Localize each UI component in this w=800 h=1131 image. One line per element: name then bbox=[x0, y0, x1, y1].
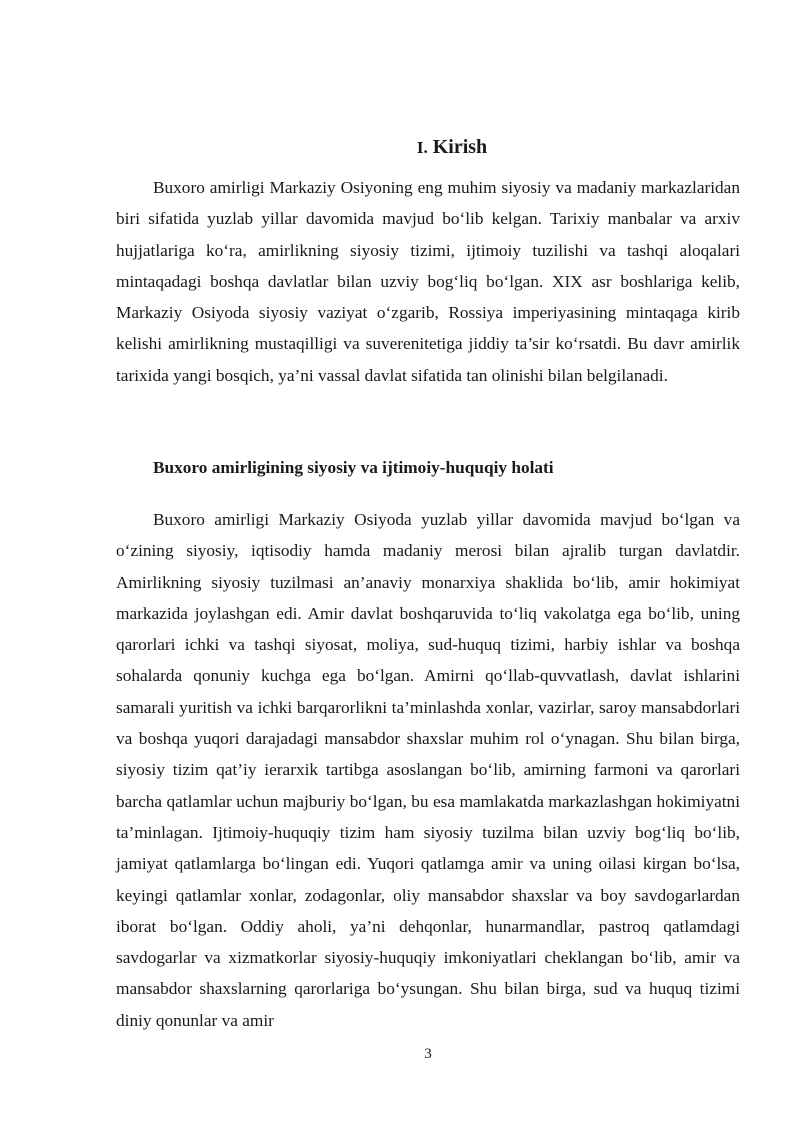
subsection-heading: Buxoro amirligining siyosiy va ijtimoiy-huquqiy holati bbox=[153, 458, 554, 477]
intro-paragraph: Buxoro amirligi Markaziy Osiyoning eng muhim siyosiy va madaniy markazlaridan biri sifatida yuzlab yillar davomida mavjud bo‘lib kelgan. Tarixiy manbalar va arxiv hujjatlariga ko‘ra, amirlikning siyosiy tizimi, ijtimoiy tuzilishi va tashqi aloqalari mintaqadagi boshqa davlatlar bilan uzviy bog‘liq bo‘lgan. XIX asr boshlariga kelib, Markaziy Osiyoda siyosiy vaziyat o‘zgarib, Rossiya imperiyasining mintaqaga kirib kelishi amirlikning mustaqilligi va suverenitetiga jiddiy ta’sir ko‘rsatdi. Bu davr amirlik tarixida yangi bosqich, ya’ni vassal davlat sifatida tan olinishi bilan belgilanadi. bbox=[116, 178, 740, 385]
section-heading bbox=[116, 136, 740, 159]
section-title: Kirish bbox=[432, 136, 488, 158]
document-page bbox=[116, 0, 740, 1131]
page-number: 3 bbox=[424, 1046, 432, 1062]
body-paragraph: Buxoro amirligi Markaziy Osiyoda yuzlab yillar davomida mavjud bo‘lgan va o‘zining siyosiy, iqtisodiy hamda madaniy merosi bilan ajralib turgan davlatdir. Amirlikning siyosiy tuzilmasi an’anaviy monarxiya shaklida bo‘lib, amir hokimiyat markazida joylashgan edi. Amir davlat boshqaruvida to‘liq vakolatga ega bo‘lib, uning qarorlari ichki va tashqi siyosat, moliya, sud-huquq tizimi, harbiy ishlar va boshqa sohalarda qonuniy kuchga ega bo‘lgan. Amirni qo‘llab-quvvatlash, davlat ishlarini samarali yuritish va ichki barqarorlikni ta’minlashda xonlar, vazirlar, saroy mansabdorlari va boshqa yuqori darajadagi mansabdor shaxslar muhim rol o‘ynagan. Shu bilan birga, siyosiy tizim qat’iy ierarxik tartibga asoslangan bo‘lib, amirning farmoni va qarorlari barcha qatlamlar uchun majburiy bo‘lgan, bu esa mamlakatda markazlashgan hokimiyatni ta’minlagan. Ijtimoiy-huquqiy tizim ham siyosiy tuzilma bilan uzviy bog‘liq bo‘lib, jamiyat qatlamlarga bo‘lingan edi. Yuqori qatlamga amir va uning oilasi kirgan bo‘lsa, keyingi qatlamlar xonlar, zodagonlar, oliy mansabdor shaxslar va boy savdogarlardan iborat bo‘lgan. Oddiy aholi, ya’ni dehqonlar, hunarmandlar, pastroq qatlamdagi savdogarlar va xizmatkorlar siyosiy-huquqiy imkoniyatlari cheklangan bo‘lib, amir va mansabdor shaxslarning qarorlariga bo‘ysungan. Shu bilan birga, sud va huquq tizimi diniy qonunlar va amir bbox=[116, 510, 740, 1030]
section-number: I. bbox=[416, 138, 428, 157]
